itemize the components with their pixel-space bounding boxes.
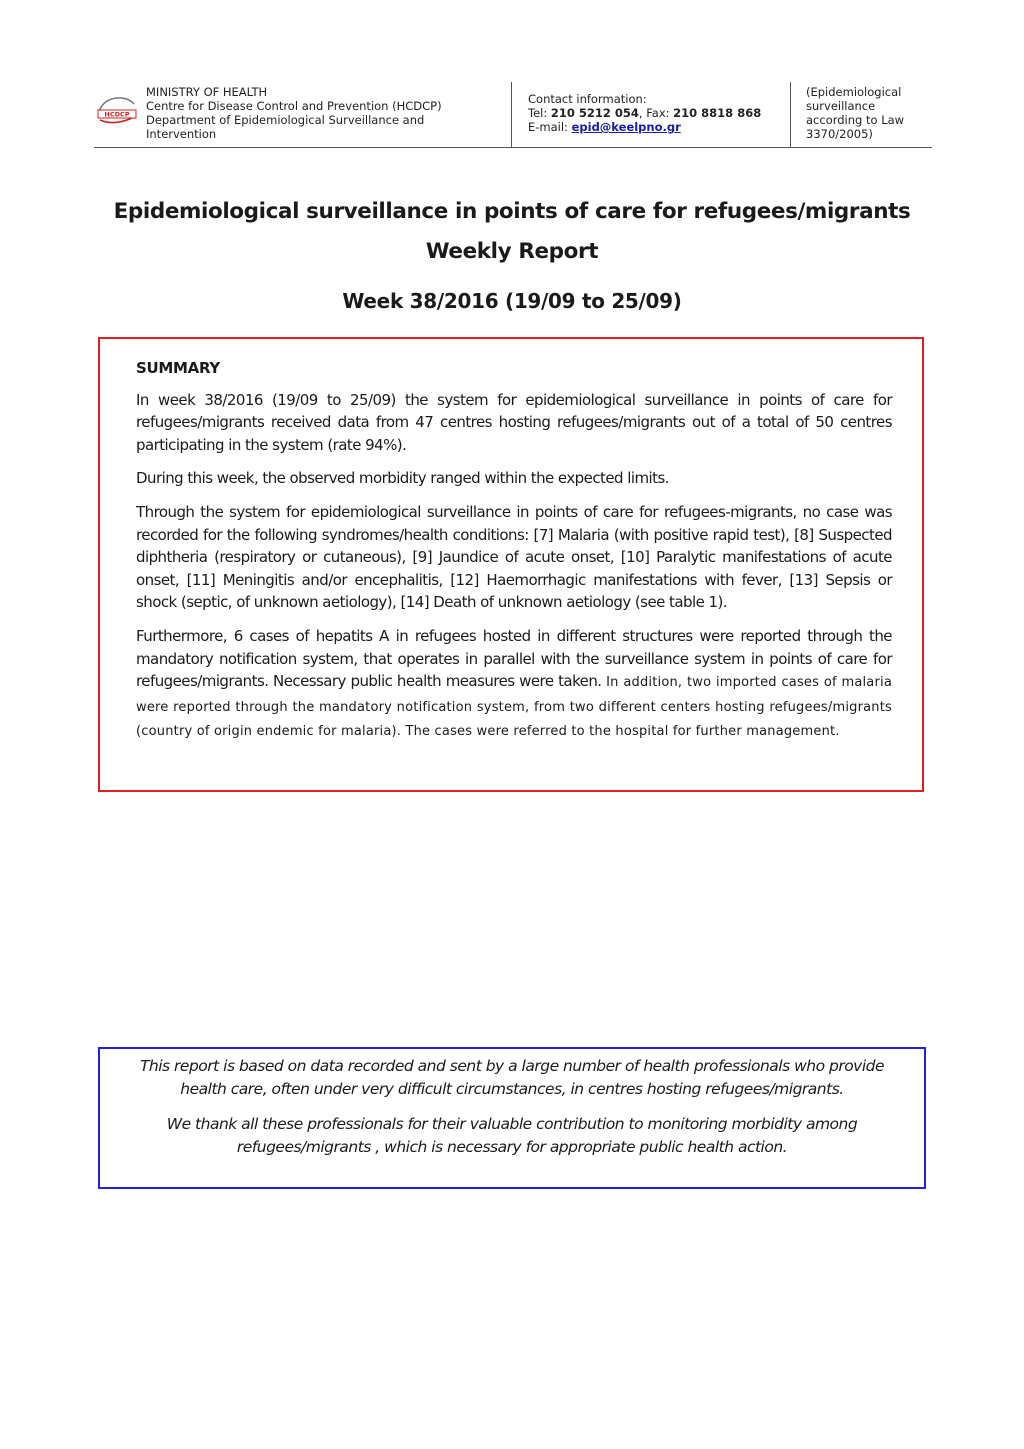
contact-heading: Contact information: <box>528 92 647 106</box>
fax-number: 210 8818 868 <box>673 106 762 120</box>
org-line: MINISTRY OF HEALTH <box>146 85 268 99</box>
title-line-2: Weekly Report <box>425 239 599 264</box>
tel-number: 210 5212 054 <box>550 106 639 120</box>
document-header <box>94 82 932 148</box>
summary-paragraph: In week 38/2016 (19/09 to 25/09) the system for epidemiological surveillance in points of care for refugees/migrants received data from 47 centres hosting refugees/migrants out of a total of 50 centres participating in the system (rate 94%). <box>136 390 892 454</box>
acknowledgement-content <box>124 1055 900 1171</box>
contact-info <box>528 92 778 134</box>
summary-heading: SUMMARY <box>136 359 220 377</box>
hcdcp-logo-icon <box>94 92 138 128</box>
org-line: Department of Epidemiological Surveillance and <box>146 113 425 127</box>
summary-malaria-text: In addition, two imported cases of malaria were reported through the mandatory notification system, from two different centers hosting refugees/migrants (country of origin endemic for malaria). The cases were referred to the hospital for further management. <box>136 675 892 740</box>
law-line: surveillance <box>806 99 876 113</box>
org-line: Centre for Disease Control and Prevention (HCDCP) <box>146 99 442 113</box>
summary-box <box>98 337 924 792</box>
acknowledgement-paragraph: This report is based on data recorded and sent by a large number of health professionals who provide health care, often under very difficult circumstances, in centres hosting refugees/migrants. <box>139 1057 885 1098</box>
summary-hepatitis-text: Furthermore, 6 cases of hepatits A in refugees hosted in different structures were reported through the mandatory notification system, that operates in parallel with the surveillance system in points of care for refugees/migrants. Necessary public health measures were taken. <box>136 626 892 691</box>
law-line: according to Law <box>806 113 905 127</box>
email-link[interactable]: epid@keelpno.gr <box>571 120 681 134</box>
org-line: Intervention <box>146 127 217 141</box>
summary-paragraph: During this week, the observed morbidity ranged within the expected limits. <box>136 469 669 488</box>
law-line: 3370/2005) <box>806 127 873 141</box>
report-title <box>0 192 1024 272</box>
summary-paragraph: Through the system for epidemiological surveillance in points of care for refugees-migrants, no case was recorded for the following syndromes/health conditions: [7] Malaria (with positive rapid test), [8] Suspected diphtheria (respiratory or cutaneous), [9] Jaundice of acute onset, [10] Paralytic manifestations of acute onset, [11] Meningitis and/or encephalitis, [12] Haemorrhagic manifestations with fever, [13] Sepsis or shock (septic, of unknown aetiology), [14] Death of unknown aetiology (see table 1). <box>136 502 892 612</box>
email-label: E-mail: <box>528 120 572 134</box>
title-line-1: Epidemiological surveillance in points of care for refugees/migrants <box>113 199 911 224</box>
header-divider <box>511 82 512 147</box>
report-week: Week 38/2016 (19/09 to 25/09) <box>342 289 682 313</box>
tel-label: Tel: <box>528 106 551 120</box>
header-divider <box>790 82 791 147</box>
law-line: (Epidemiological <box>806 85 902 99</box>
summary-paragraph <box>136 625 892 744</box>
logo-text: HCDCP <box>104 110 130 119</box>
acknowledgement-paragraph: We thank all these professionals for their valuable contribution to monitoring morbidity among refugees/migrants , which is necessary for appropriate public health action. <box>166 1115 858 1156</box>
organization-info <box>146 85 506 141</box>
law-reference <box>806 85 930 141</box>
acknowledgement-box <box>98 1047 926 1189</box>
summary-content <box>136 357 892 755</box>
contact-phone-line <box>528 106 778 120</box>
fax-label: , Fax: <box>638 106 674 120</box>
contact-email-line <box>528 120 778 134</box>
